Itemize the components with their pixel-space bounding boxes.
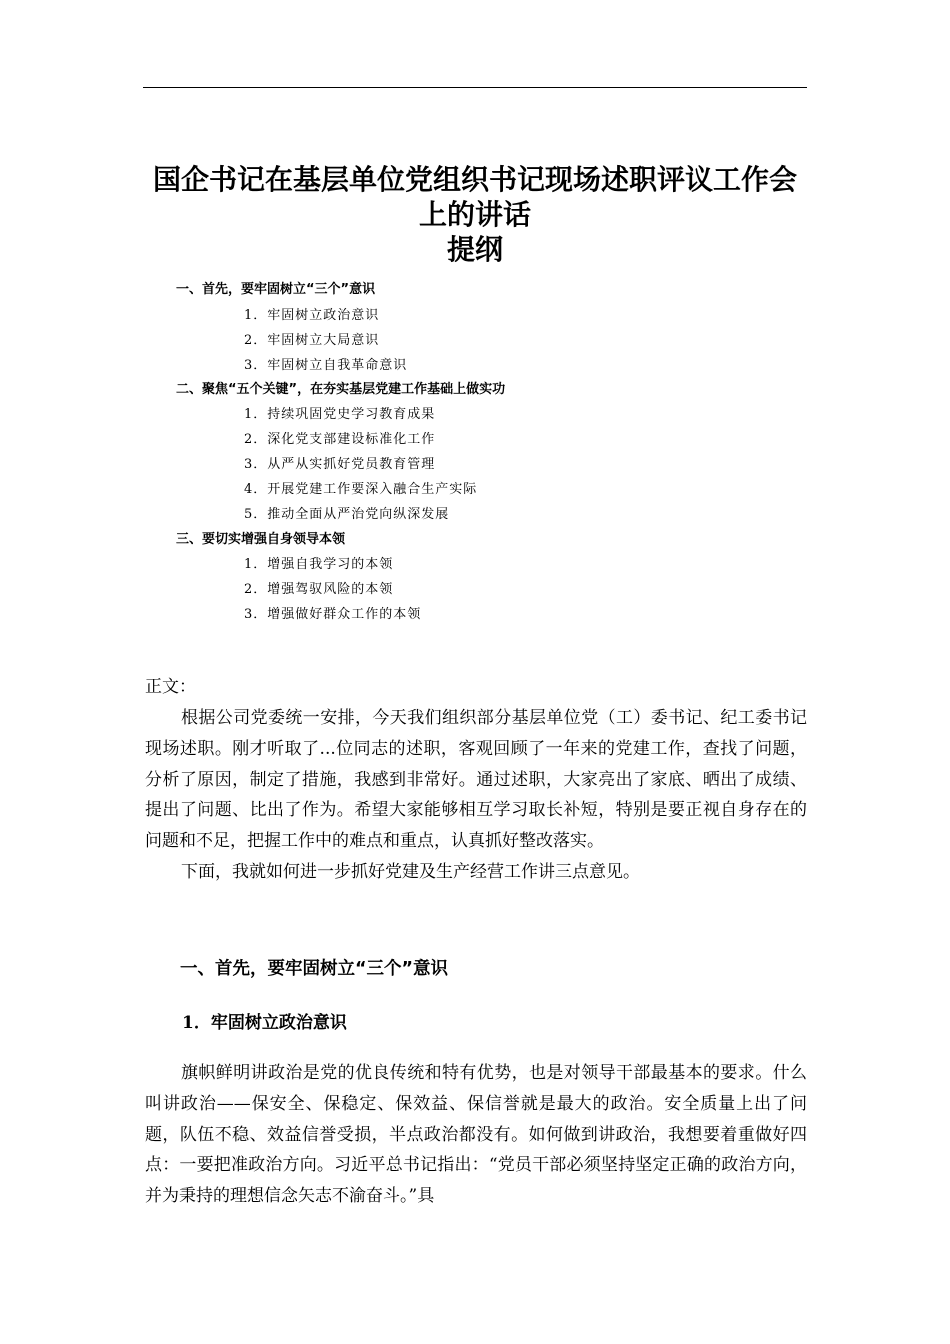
subsection-heading: 1．牢固树立政治意识: [182, 1013, 347, 1033]
outline-item: 1．增强自我学习的本领: [244, 557, 394, 572]
outline-heading-1: 一、首先，要牢固树立“三个”意识: [176, 282, 376, 297]
outline-heading-2: 二、聚焦“五个关键”，在夯实基层党建工作基础上做实功: [176, 382, 506, 397]
outline-item: 3．从严从实抓好党员教育管理: [244, 457, 436, 472]
header-rule: [143, 87, 807, 88]
document-title: [140, 162, 810, 267]
outline-item: 2．增强驾驭风险的本领: [244, 582, 394, 597]
section-body: [145, 1058, 807, 1212]
outline-item: 1．牢固树立政治意识: [244, 308, 380, 323]
body-label: 正文：: [145, 677, 196, 697]
outline-item: 5．推动全面从严治党向纵深发展: [244, 507, 450, 522]
paragraph: 下面，我就如何进一步抓好党建及生产经营工作讲三点意见。: [181, 861, 640, 882]
subtitle-text: 提纲: [446, 233, 503, 266]
outline-item: 3．增强做好群众工作的本领: [244, 607, 422, 622]
outline-item: 3．牢固树立自我革命意识: [244, 358, 408, 373]
paragraph: 旗帜鲜明讲政治是党的优良传统和特有优势，也是对领导干部最基本的要求。什么叫讲政治——保安全、保稳定、保效益、保信誉就是最大的政治。安全质量上出了问题，队伍不稳、效益信誉受损，半点政治都没有。如何做到讲政治，我想要着重做好四点：一要把准政治方向。习近平总书记指出：“党员干部必须坚持坚定正确的政治方向，并为秉持的理想信念矢志不渝奋斗。”具: [145, 1063, 807, 1207]
outline-heading-3: 三、要切实增强自身领导本领: [176, 532, 346, 547]
outline-item: 4．开展党建工作要深入融合生产实际: [244, 482, 478, 497]
outline-item: 1．持续巩固党史学习教育成果: [244, 407, 436, 422]
section-heading: 一、首先，要牢固树立“三个”意识: [180, 959, 449, 979]
paragraph: 根据公司党委统一安排，今天我们组织部分基层单位党（工）委书记、纪工委书记现场述职。刚才听取了...位同志的述职，客观回顾了一年来的党建工作，查找了问题，分析了原因，制定了措施，我感到非常好。通过述职，大家亮出了家底、晒出了成绩、提出了问题、比出了作为。希望大家能够相互学习取长补短，特别是要正视自身存在的问题和不足，把握工作中的难点和重点，认真抓好整改落实。: [145, 708, 807, 852]
outline-item: 2．牢固树立大局意识: [244, 333, 380, 348]
title-text: 国企书记在基层单位党组织书记现场述职评议工作会上的讲话: [152, 163, 797, 231]
outline-item: 2．深化党支部建设标准化工作: [244, 432, 436, 447]
body-intro: [145, 703, 807, 888]
